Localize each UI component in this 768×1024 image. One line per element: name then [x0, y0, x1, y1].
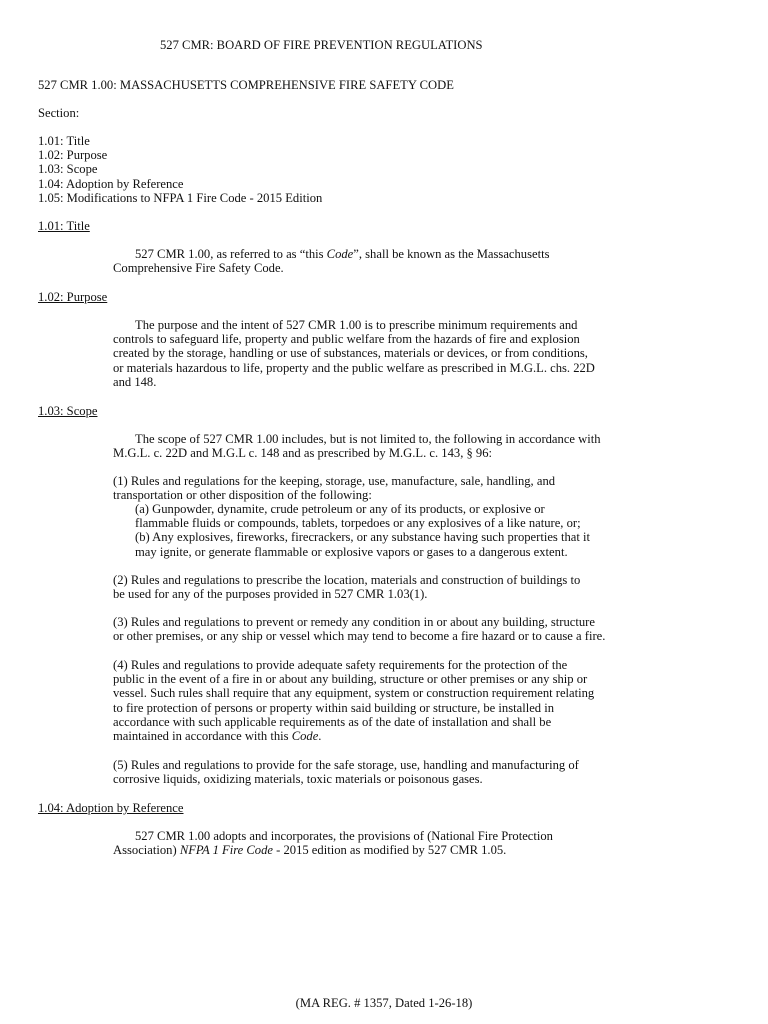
toc-item: 1.04: Adoption by Reference — [38, 176, 184, 191]
text-line: to fire protection of persons or property within said building or structure, be installed in — [113, 700, 555, 715]
text-line: 527 CMR 1.00, as referred to as “this Code”, shall be known as the Massachusetts — [135, 247, 550, 261]
scope-item-1 — [113, 474, 678, 502]
text-line: vessel. Such rules shall require that any equipment, system or construction requirement relating — [113, 686, 595, 701]
section-label: Section: — [38, 106, 80, 120]
toc-item: 1.05: Modifications to NFPA 1 Fire Code - 2015 Edition — [38, 190, 323, 205]
text-line: Association) NFPA 1 Fire Code - 2015 edition as modified by 527 CMR 1.05. — [113, 843, 507, 858]
toc-item: 1.01: Title — [38, 134, 90, 148]
text-line: controls to safeguard life, property and public welfare from the hazards of fire and explosion — [113, 332, 580, 347]
text-line: (a) Gunpowder, dynamite, crude petroleum or any of its products, or explosive or — [135, 502, 545, 516]
section-heading-purpose: 1.02: Purpose — [38, 290, 108, 304]
code-emphasis: Code — [291, 729, 319, 744]
text-line: transportation or other disposition of the following: — [113, 488, 372, 503]
adoption-paragraph — [113, 829, 678, 857]
text-line: corrosive liquids, oxidizing materials, toxic materials or poisonous gases. — [113, 772, 483, 787]
scope-item-2 — [113, 573, 678, 601]
title-paragraph — [113, 247, 678, 275]
text-line: (5) Rules and regulations to provide for the safe storage, use, handling and manufacturing of — [113, 758, 579, 772]
section-heading-scope: 1.03: Scope — [38, 404, 98, 418]
purpose-paragraph — [113, 318, 678, 389]
text-line: Comprehensive Fire Safety Code. — [113, 261, 284, 276]
text-line: (3) Rules and regulations to prevent or remedy any condition in or about any building, structure — [113, 615, 595, 629]
code-emphasis: Code — [326, 247, 354, 261]
text-line: (1) Rules and regulations for the keeping, storage, use, manufacture, sale, handling, and — [113, 474, 556, 488]
text-line: and 148. — [113, 374, 157, 389]
text-line: created by the storage, handling or use of substances, materials or devices, or from conditions, — [113, 346, 588, 361]
scope-intro — [113, 432, 678, 460]
text-line: be used for any of the purposes provided in 527 CMR 1.03(1). — [113, 587, 428, 602]
text-line: or other premises, or any ship or vessel which may tend to become a fire hazard or to cause a fire. — [113, 629, 606, 644]
document-header: 527 CMR: BOARD OF FIRE PREVENTION REGULATIONS — [160, 38, 483, 52]
text-line: (b) Any explosives, fireworks, firecrackers, or any substance having such properties that it — [135, 530, 590, 545]
text-line: (4) Rules and regulations to provide adequate safety requirements for the protection of the — [113, 658, 568, 672]
text-line: The scope of 527 CMR 1.00 includes, but is not limited to, the following in accordance with — [135, 432, 601, 446]
footer-reg-info: (MA REG. # 1357, Dated 1-26-18) — [295, 996, 473, 1010]
text-line: or materials hazardous to life, property and the public welfare as prescribed in M.G.L. chs. 22D — [113, 360, 595, 375]
text-line: 527 CMR 1.00 adopts and incorporates, the provisions of (National Fire Protection — [135, 829, 553, 843]
text-line: accordance with such applicable requirements as of the date of installation and shall be — [113, 714, 552, 729]
text-line: public in the event of a fire in or about any building, structure or other premises or any ship or — [113, 672, 588, 687]
table-of-contents — [38, 134, 322, 205]
scope-item-5 — [113, 758, 678, 786]
nfpa-code-title: NFPA 1 Fire Code — [179, 843, 273, 858]
text-line: flammable fluids or compounds, tablets, torpedoes or any explosives of a like nature, or; — [135, 516, 581, 531]
scope-item-1-subitems — [135, 502, 678, 559]
text-line: (2) Rules and regulations to prescribe the location, materials and construction of buildings to — [113, 573, 581, 587]
toc-item: 1.03: Scope — [38, 162, 98, 177]
section-heading-title: 1.01: Title — [38, 219, 90, 233]
chapter-title: 527 CMR 1.00: MASSACHUSETTS COMPREHENSIVE FIRE SAFETY CODE — [38, 78, 454, 92]
section-heading-adoption: 1.04: Adoption by Reference — [38, 801, 184, 815]
text-line: The purpose and the intent of 527 CMR 1.00 is to prescribe minimum requirements and — [135, 318, 578, 332]
text-line: may ignite, or generate flammable or explosive vapors or gases to a dangerous extent. — [135, 544, 568, 559]
text-line: maintained in accordance with this Code. — [113, 729, 322, 744]
scope-item-4 — [113, 658, 678, 743]
toc-item: 1.02: Purpose — [38, 148, 108, 163]
text-line: M.G.L. c. 22D and M.G.L c. 148 and as prescribed by M.G.L. c. 143, § 96: — [113, 446, 493, 461]
scope-item-3 — [113, 615, 678, 643]
